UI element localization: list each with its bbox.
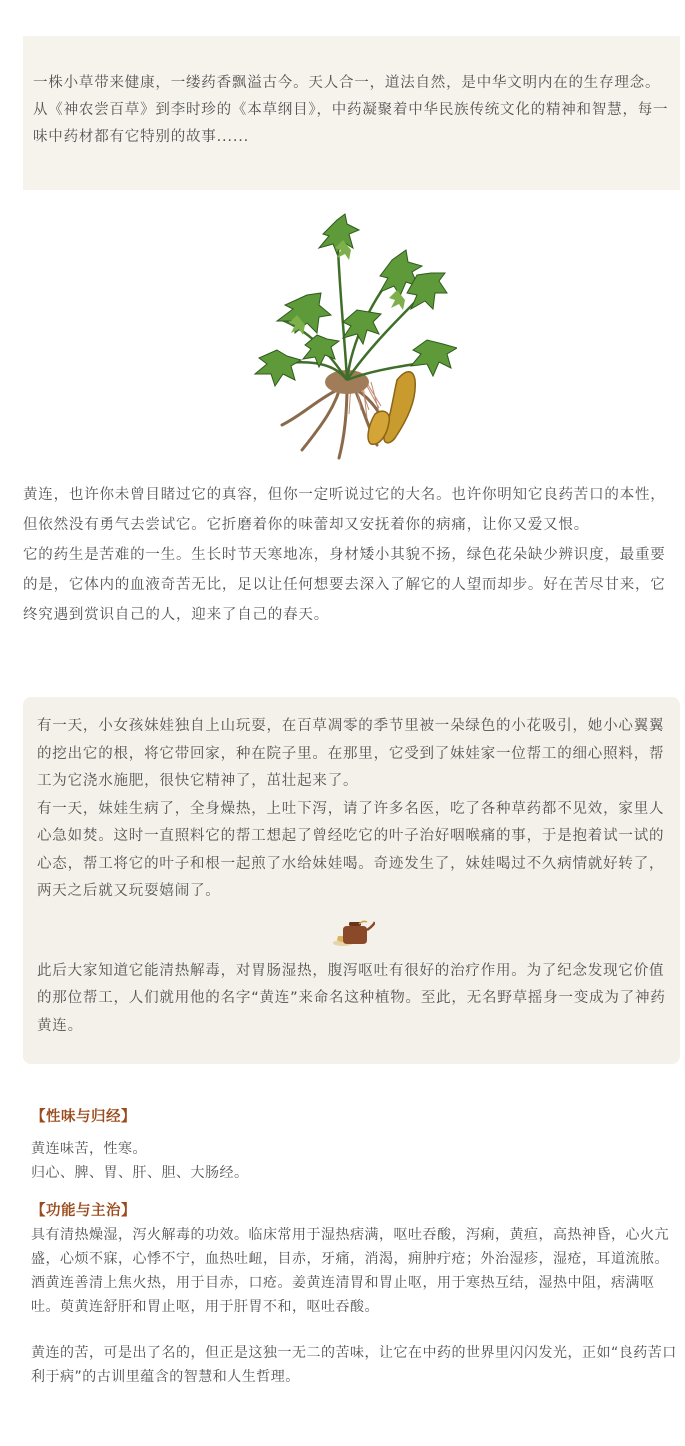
intro-text: 一株小草带来健康，一缕药香飘溢古今。天人合一，道法自然，是中华文明内在的生存理念。从《神农尝百草》到李时珍的《本草纲目》，中药凝聚着中华民族传统文化的精神和智慧，每一味中药材都有它特别的故事......	[33, 75, 669, 145]
properties-section	[31, 1105, 681, 1389]
story-box	[23, 697, 680, 1064]
story-paragraph-1: 有一天，小女孩妹娃独自上山玩耍，在百草凋零的季节里被一朵绿色的小花吸引，她小心翼翼的挖出它的根，将它带回家，种在院子里。在那里，它受到了妹娃家一位帮工的细心照料，帮工为它浇水施肥，很快它精神了，茁壮起来了。	[37, 718, 665, 789]
intro-section	[23, 480, 680, 630]
nature-heading: 【性味与归经】	[31, 1109, 136, 1125]
paragraph-1: 黄连，也许你未曾目睹过它的真容，但你一定听说过它的大名。也许你明知它良药苦口的本性，但依然没有勇气去尝试它。它折磨着你的味蕾却又安抚着你的病痛，让你又爱又恨。	[23, 487, 666, 533]
paragraph-2: 它的药生是苦难的一生。生长时节天寒地冻，身材矮小其貌不扬，绿色花朵缺少辨识度，最重要的是，它体内的血液奇苦无比，足以让任何想要去深入了解它的人望而却步。好在苦尽甘来，它终究遇到赏识自己的人，迎来了自己的春天。	[23, 547, 666, 623]
coptis-plant-illustration	[247, 200, 457, 465]
function-heading: 【功能与主治】	[31, 1203, 136, 1219]
story-paragraph-2: 有一天，妹娃生病了，全身燥热，上吐下泻，请了许多名医，吃了各种草药都不见效，家里人心急如焚。这时一直照料它的帮工想起了曾经吃它的叶子治好咽喉痛的事，于是抱着试一试的心态，帮工将它的叶子和根一起煎了水给妹娃喝。奇迹发生了，妹娃喝过不久病情就好转了，两天之后就又玩耍嬉闹了。	[37, 800, 665, 899]
nature-line-1: 黄连味苦，性寒。	[31, 1141, 147, 1157]
story-paragraph-3: 此后大家知道它能清热解毒，对胃肠湿热，腹泻呕吐有很好的治疗作用。为了纪念发现它价值的那位帮工，人们就用他的名字“黄连”来命名这种植物。至此，无名野草摇身一变成为了神药黄连。	[37, 962, 666, 1034]
function-text: 具有清热燥湿，泻火解毒的功效。临床常用于湿热痞满，呕吐吞酸，泻痢，黄疸，高热神昏，心火亢盛，心烦不寐，心悸不宁，血热吐衄，目赤，牙痛，消渴，痈肿疔疮；外治湿疹，湿疮，耳道流脓。酒黄连善清上焦火热，用于目赤，口疮。姜黄连清胃和胃止呕，用于寒热互结，湿热中阻，痞满呕吐。萸黄连舒肝和胃止呕，用于肝胃不和，呕吐吞酸。	[31, 1227, 669, 1315]
nature-line-2: 归心、脾、胃、肝、胆、大肠经。	[31, 1165, 249, 1181]
teapot-icon	[329, 918, 375, 948]
closing-text: 黄连的苦，可是出了名的，但正是这独一无二的苦味，让它在中药的世界里闪闪发光，正如“良药苦口利于病”的古训里蕴含的智慧和人生哲理。	[31, 1345, 677, 1385]
intro-box	[23, 36, 680, 190]
